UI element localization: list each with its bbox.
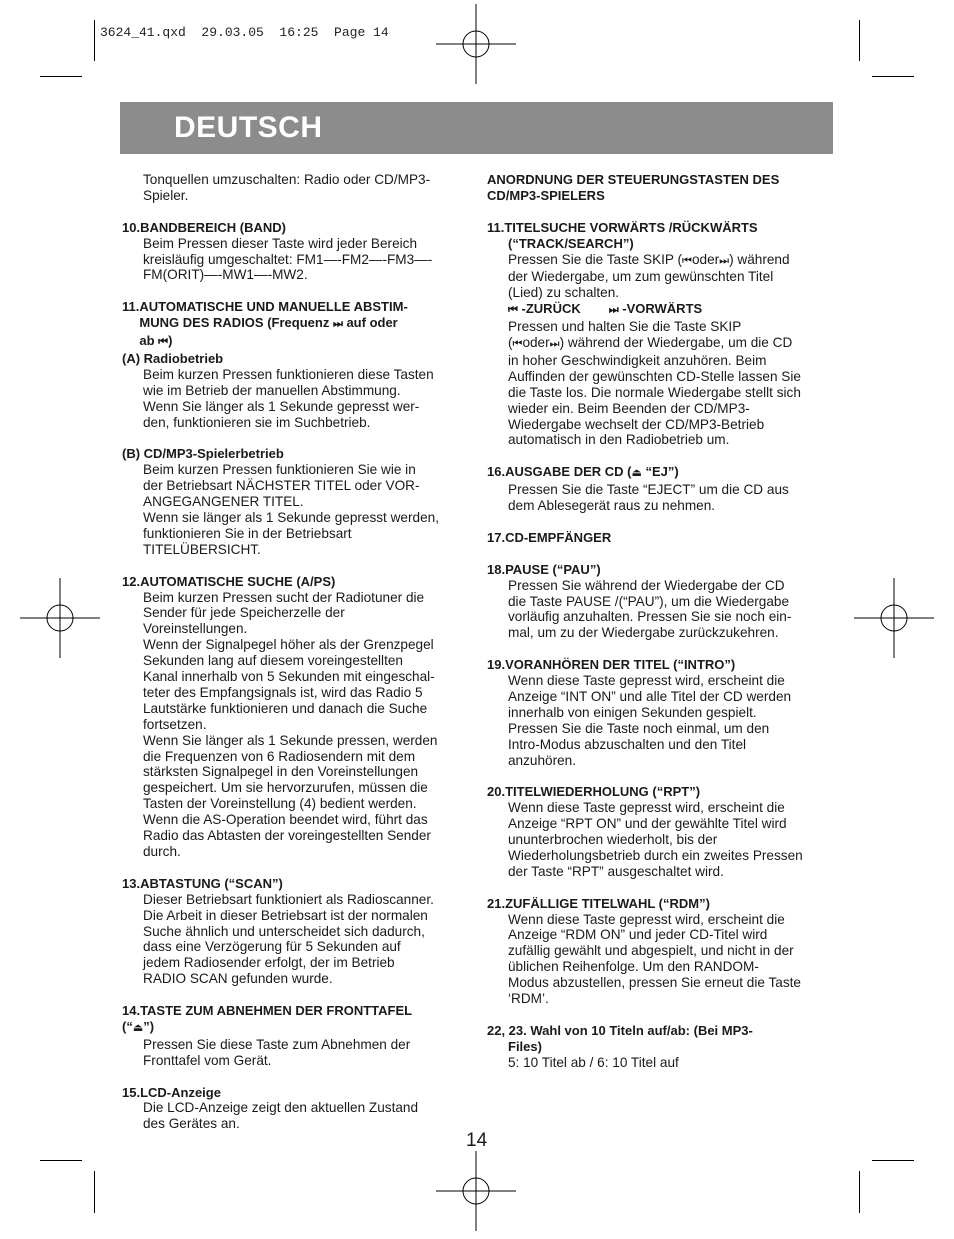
heading-text: ”): [143, 1018, 155, 1034]
section-heading: CD/MP3-SPIELERS: [487, 187, 605, 203]
text-line: Wenn diese Taste gepresst wird, erscheint die: [508, 911, 785, 927]
text-line: wieder ein. Beim Beenden der CD/MP3-: [508, 400, 750, 416]
text-line: jedem Radiosender erfolgt, der im Betrieb: [143, 955, 395, 971]
text-line: 5: 10 Titel ab / 6: 10 Titel auf: [508, 1054, 679, 1070]
section-heading: 18.PAUSE (“PAU”): [487, 561, 601, 577]
heading-line: AUTOMATISCHE UND MANUELLE ABSTIM-: [139, 299, 408, 315]
text-line: kreisläufig umgeschaltet: FM1—-FM2—-FM3—-: [143, 251, 433, 267]
text-line: die Taste los. Die normale Wiedergabe stellt sich: [508, 384, 801, 400]
skip-back-icon: ⏮: [508, 304, 518, 317]
text-line: Kanal innerhalb von 5 Sekunden mit eingeschal-: [143, 669, 435, 685]
text-line: Beim kurzen Pressen funktionieren Sie wie in: [143, 462, 416, 478]
text-line: ANGEGANGENER TITEL.: [143, 494, 304, 510]
text-line: Wenn der Signalpegel höher als der Grenzpegel: [143, 637, 434, 653]
section-21: [487, 896, 837, 1007]
text-line: Wiedergabe wechselt der CD/MP3-Betrieb: [508, 416, 765, 432]
intro-paragraph: [122, 172, 472, 204]
text-line: Voreinstellungen.: [143, 621, 248, 637]
text-line: Sender für jede Speicherzelle der: [143, 605, 345, 621]
text-line: Tonquellen umzuschalten: Radio oder CD/MP3-: [143, 172, 431, 187]
section-14: [122, 1003, 472, 1069]
registration-mark-icon: [854, 578, 934, 658]
text-line: Pressen Sie die Taste “EJECT” um die CD aus: [508, 482, 789, 498]
skip-back-icon: ⏮: [158, 336, 169, 349]
heading-line: [139, 333, 472, 351]
text-line: der Wiedergabe, um zum gewünschten Titel: [508, 269, 774, 285]
text-line: Die Arbeit in dieser Betriebsart ist der normalen: [143, 907, 428, 923]
text-line: Tasten der Voreinstellung (4) bedient werden.: [143, 796, 417, 812]
section-heading: 22, 23. Wahl von 10 Titeln auf/ab: (Bei MP3-: [487, 1022, 753, 1038]
skip-forward-icon: ⏭: [549, 338, 560, 351]
text-line: Wenn sie länger als 1 Sekunde gepresst werden,: [143, 509, 439, 525]
section-heading: 13.ABTASTUNG (“SCAN”): [122, 875, 283, 891]
text-line: zufällig gewählt und abgespielt, und nicht in der: [508, 943, 794, 959]
section-heading: 12.AUTOMATISCHE SUCHE (A/PS): [122, 573, 336, 589]
section-15: [122, 1085, 472, 1133]
crop-mark: [859, 1171, 860, 1213]
section-10: [122, 220, 472, 284]
text-line: Beim kurzen Pressen sucht der Radiotuner die: [143, 589, 425, 605]
subsection-heading: (A) Radiobetrieb: [122, 350, 224, 366]
text-line: in hoher Geschwindigkeit anzuhören. Beim: [508, 352, 767, 368]
text-line: Lautstärke funktionieren und danach die Suche: [143, 700, 428, 716]
text-span: ) während der Wiedergabe, um die CD: [559, 335, 793, 351]
crop-mark: [40, 1160, 82, 1161]
section-heading: 15.LCD-Anzeige: [122, 1084, 221, 1100]
section-heading: 14.TASTE ZUM ABNEHMEN DER FRONTTAFEL: [122, 1003, 413, 1019]
section-heading: (“TRACK/SEARCH”): [508, 235, 634, 251]
text-line: Wenn die AS-Operation beendet wird, führt das: [143, 812, 428, 828]
section-13: [122, 876, 472, 987]
text-line: ‘RDM’.: [508, 991, 549, 1007]
text-line: teter des Empfangsignals ist, wird das Radio 5: [143, 684, 423, 700]
heading-text: “EJ”): [641, 464, 679, 480]
text-line: Suche ähnlich und unterscheidet sich dadurch,: [143, 923, 425, 939]
section-heading: 21.ZUFÄLLIGE TITELWAHL (“RDM”): [487, 895, 710, 911]
text-line: Beim Pressen dieser Taste wird jeder Bereich: [143, 235, 418, 251]
text-line: dass eine Verzögerung für 5 Sekunden auf: [143, 939, 401, 955]
crop-mark: [94, 1171, 95, 1213]
section-19: [487, 657, 837, 768]
crop-mark: [872, 76, 914, 77]
heading-text: 16.AUSGABE DER CD (: [487, 464, 632, 480]
section-heading: 20.TITELWIEDERHOLUNG (“RPT”): [487, 784, 701, 800]
text-line: Modus abzustellen, pressen Sie erneut die Taste: [508, 975, 801, 991]
text-line: durch.: [143, 844, 181, 859]
registration-mark-icon: [20, 578, 100, 658]
text-line: Spieler.: [143, 187, 189, 203]
text-line: der Betriebsart NÄCHSTER TITEL oder VOR-: [143, 478, 420, 494]
text-line: Wenn diese Taste gepresst wird, erscheint die: [508, 673, 785, 689]
text-line: Wenn Sie länger als 1 Sekunde pressen, werden: [143, 732, 438, 748]
file-slug: 3624_41.qxd 29.03.05 16:25 Page 14: [100, 25, 389, 40]
section-heading: 10.BANDBEREICH (BAND): [122, 219, 286, 235]
text-line: wie im Betrieb der manuellen Abstimmung.: [143, 382, 401, 398]
text-line: funktionieren Sie in der Betriebsart: [143, 525, 352, 541]
text-line: Auffinden der gewünschten CD-Stelle lassen Sie: [508, 368, 801, 384]
section-number: 11.: [122, 299, 140, 315]
section-12: [122, 574, 472, 860]
registration-mark-icon: [436, 4, 516, 84]
text-line: RADIO SCAN gefunden wurde.: [143, 971, 333, 987]
text-span: -ZURÜCK: [517, 301, 581, 317]
heading-text: ): [168, 333, 173, 349]
right-column: [487, 172, 837, 1087]
text-line: [508, 335, 837, 353]
text-line: die Taste PAUSE /(“PAU”), um die Wiedergabe: [508, 593, 790, 609]
controls-heading: [487, 172, 837, 204]
crop-mark: [859, 20, 860, 61]
text-line: üblichen Reihenfolge. Um den RANDOM-: [508, 959, 759, 975]
registration-mark-icon: [436, 1151, 516, 1231]
text-line: Die LCD-Anzeige zeigt den aktuellen Zustand: [143, 1100, 419, 1116]
section-18: [487, 562, 837, 642]
text-line: ununterbrochen wiederholt, bis der: [508, 832, 718, 848]
page-number: 14: [466, 1130, 488, 1151]
text-line: Dieser Betriebsart funktioniert als Radioscanner.: [143, 891, 434, 907]
section-heading: Files): [508, 1038, 542, 1054]
page-title: DEUTSCH: [174, 111, 323, 144]
text-line: Pressen Sie die Taste noch einmal, um den: [508, 720, 770, 736]
text-span: oder: [691, 251, 720, 267]
text-line: fortsetzen.: [143, 716, 207, 732]
text-line: vorläufig anzuhalten. Pressen Sie sie noch ein-: [508, 609, 792, 625]
section-17: [487, 530, 837, 546]
text-line: Wenn diese Taste gepresst wird, erscheint die: [508, 800, 785, 816]
heading-text: auf oder: [342, 315, 398, 331]
heading-text: (“: [122, 1018, 133, 1034]
text-line: TITELÜBERSICHT.: [143, 541, 261, 557]
crop-mark: [94, 20, 95, 61]
left-column: [122, 172, 472, 1148]
text-line: Wenn Sie länger als 1 Sekunde gepresst wer-: [143, 398, 420, 414]
text-line: automatisch in den Radiobetrieb um.: [508, 432, 730, 448]
text-span: (: [508, 335, 513, 351]
text-line: stärksten Signalpegel in den Voreinstellungen: [143, 764, 419, 780]
text-line: Anzeige “RDM ON” und jeder CD-Titel wird: [508, 927, 768, 943]
section-heading: [487, 464, 837, 482]
section-heading: 11.TITELSUCHE VORWÄRTS /RÜCKWÄRTS: [487, 219, 758, 235]
section-heading: 19.VORANHÖREN DER TITEL (“INTRO”): [487, 657, 736, 673]
eject-icon: ⏏: [631, 467, 642, 480]
text-line: Fronttafel vom Gerät.: [143, 1052, 272, 1068]
text-line: den, funktionieren sie im Suchbetrieb.: [143, 414, 371, 430]
text-line: FM(ORIT)—-MW1—-MW2.: [143, 267, 308, 283]
skip-forward-icon: ⏭: [608, 304, 619, 317]
text-line: anzuhören.: [508, 752, 577, 768]
section-heading: [122, 1019, 472, 1037]
text-line: Beim kurzen Pressen funktionieren diese Tasten: [143, 366, 434, 382]
section-heading: [122, 299, 472, 351]
section-heading: 17.CD-EMPFÄNGER: [487, 529, 612, 545]
skip-back-icon: ⏮: [512, 338, 523, 351]
skip-back-icon: ⏮: [682, 254, 692, 267]
section-11: [122, 299, 472, 557]
text-span: oder: [522, 335, 550, 351]
text-line: (Lied) zu schalten.: [508, 285, 620, 301]
text-line: die Frequenzen von 6 Radiosendern mit dem: [143, 748, 416, 764]
text-line: Pressen Sie diese Taste zum Abnehmen der: [143, 1036, 411, 1052]
section-heading: ANORDNUNG DER STEUERUNGSTASTEN DES: [487, 172, 780, 187]
text-span: Pressen Sie die Taste SKIP (: [508, 251, 683, 267]
text-line: innerhalb von einigen Sekunden gespielt.: [508, 704, 757, 720]
text-line: dem Ablesegerät raus zu nehmen.: [508, 498, 716, 514]
text-line: gespeichert. Um sie hervorzurufen, müssen die: [143, 780, 428, 796]
crop-mark: [40, 76, 82, 77]
heading-text: MUNG DES RADIOS (Frequenz: [139, 315, 333, 331]
text-line: Radio das Abtasten der voreingestellten Sender: [143, 828, 431, 844]
section-16: [487, 464, 837, 514]
section-11-track: [487, 220, 837, 449]
text-line: Anzeige “RPT ON” und der gewählte Titel wird: [508, 816, 787, 832]
text-line: Anzeige “INT ON” und alle Titel der CD werden: [508, 688, 792, 704]
section-20: [487, 784, 837, 879]
section-22-23: [487, 1023, 837, 1071]
text-line: Intro-Modus abzuschalten und den Titel: [508, 736, 747, 752]
text-line: mal, um zu der Wiedergabe zurückzukehren.: [508, 625, 779, 641]
language-banner: [120, 102, 833, 154]
text-line: Sekunden lang auf diesem voreingestellten: [143, 653, 403, 669]
text-line: Pressen und halten Sie die Taste SKIP: [508, 319, 742, 335]
text-span: -VORWÄRTS: [618, 301, 703, 317]
text-line: der Taste “RPT” ausgeschaltet wird.: [508, 863, 724, 879]
text-line: [508, 252, 837, 270]
skip-forward-icon: ⏭: [719, 254, 730, 267]
subsection-heading: (B) CD/MP3-Spielerbetrieb: [122, 446, 284, 462]
heading-line: [139, 315, 472, 333]
text-line: des Gerätes an.: [143, 1116, 240, 1132]
eject-icon: ⏏: [132, 1021, 144, 1034]
text-span: ) während: [729, 251, 790, 267]
skip-forward-icon: ⏭: [332, 318, 343, 331]
text-line: Wiederholungsbetrieb durch ein zweites Pressen: [508, 847, 803, 863]
text-line: Pressen Sie während der Wiedergabe der CD: [508, 577, 785, 593]
crop-mark: [872, 1160, 914, 1161]
direction-legend: [508, 301, 837, 319]
heading-text: ab: [139, 333, 159, 349]
